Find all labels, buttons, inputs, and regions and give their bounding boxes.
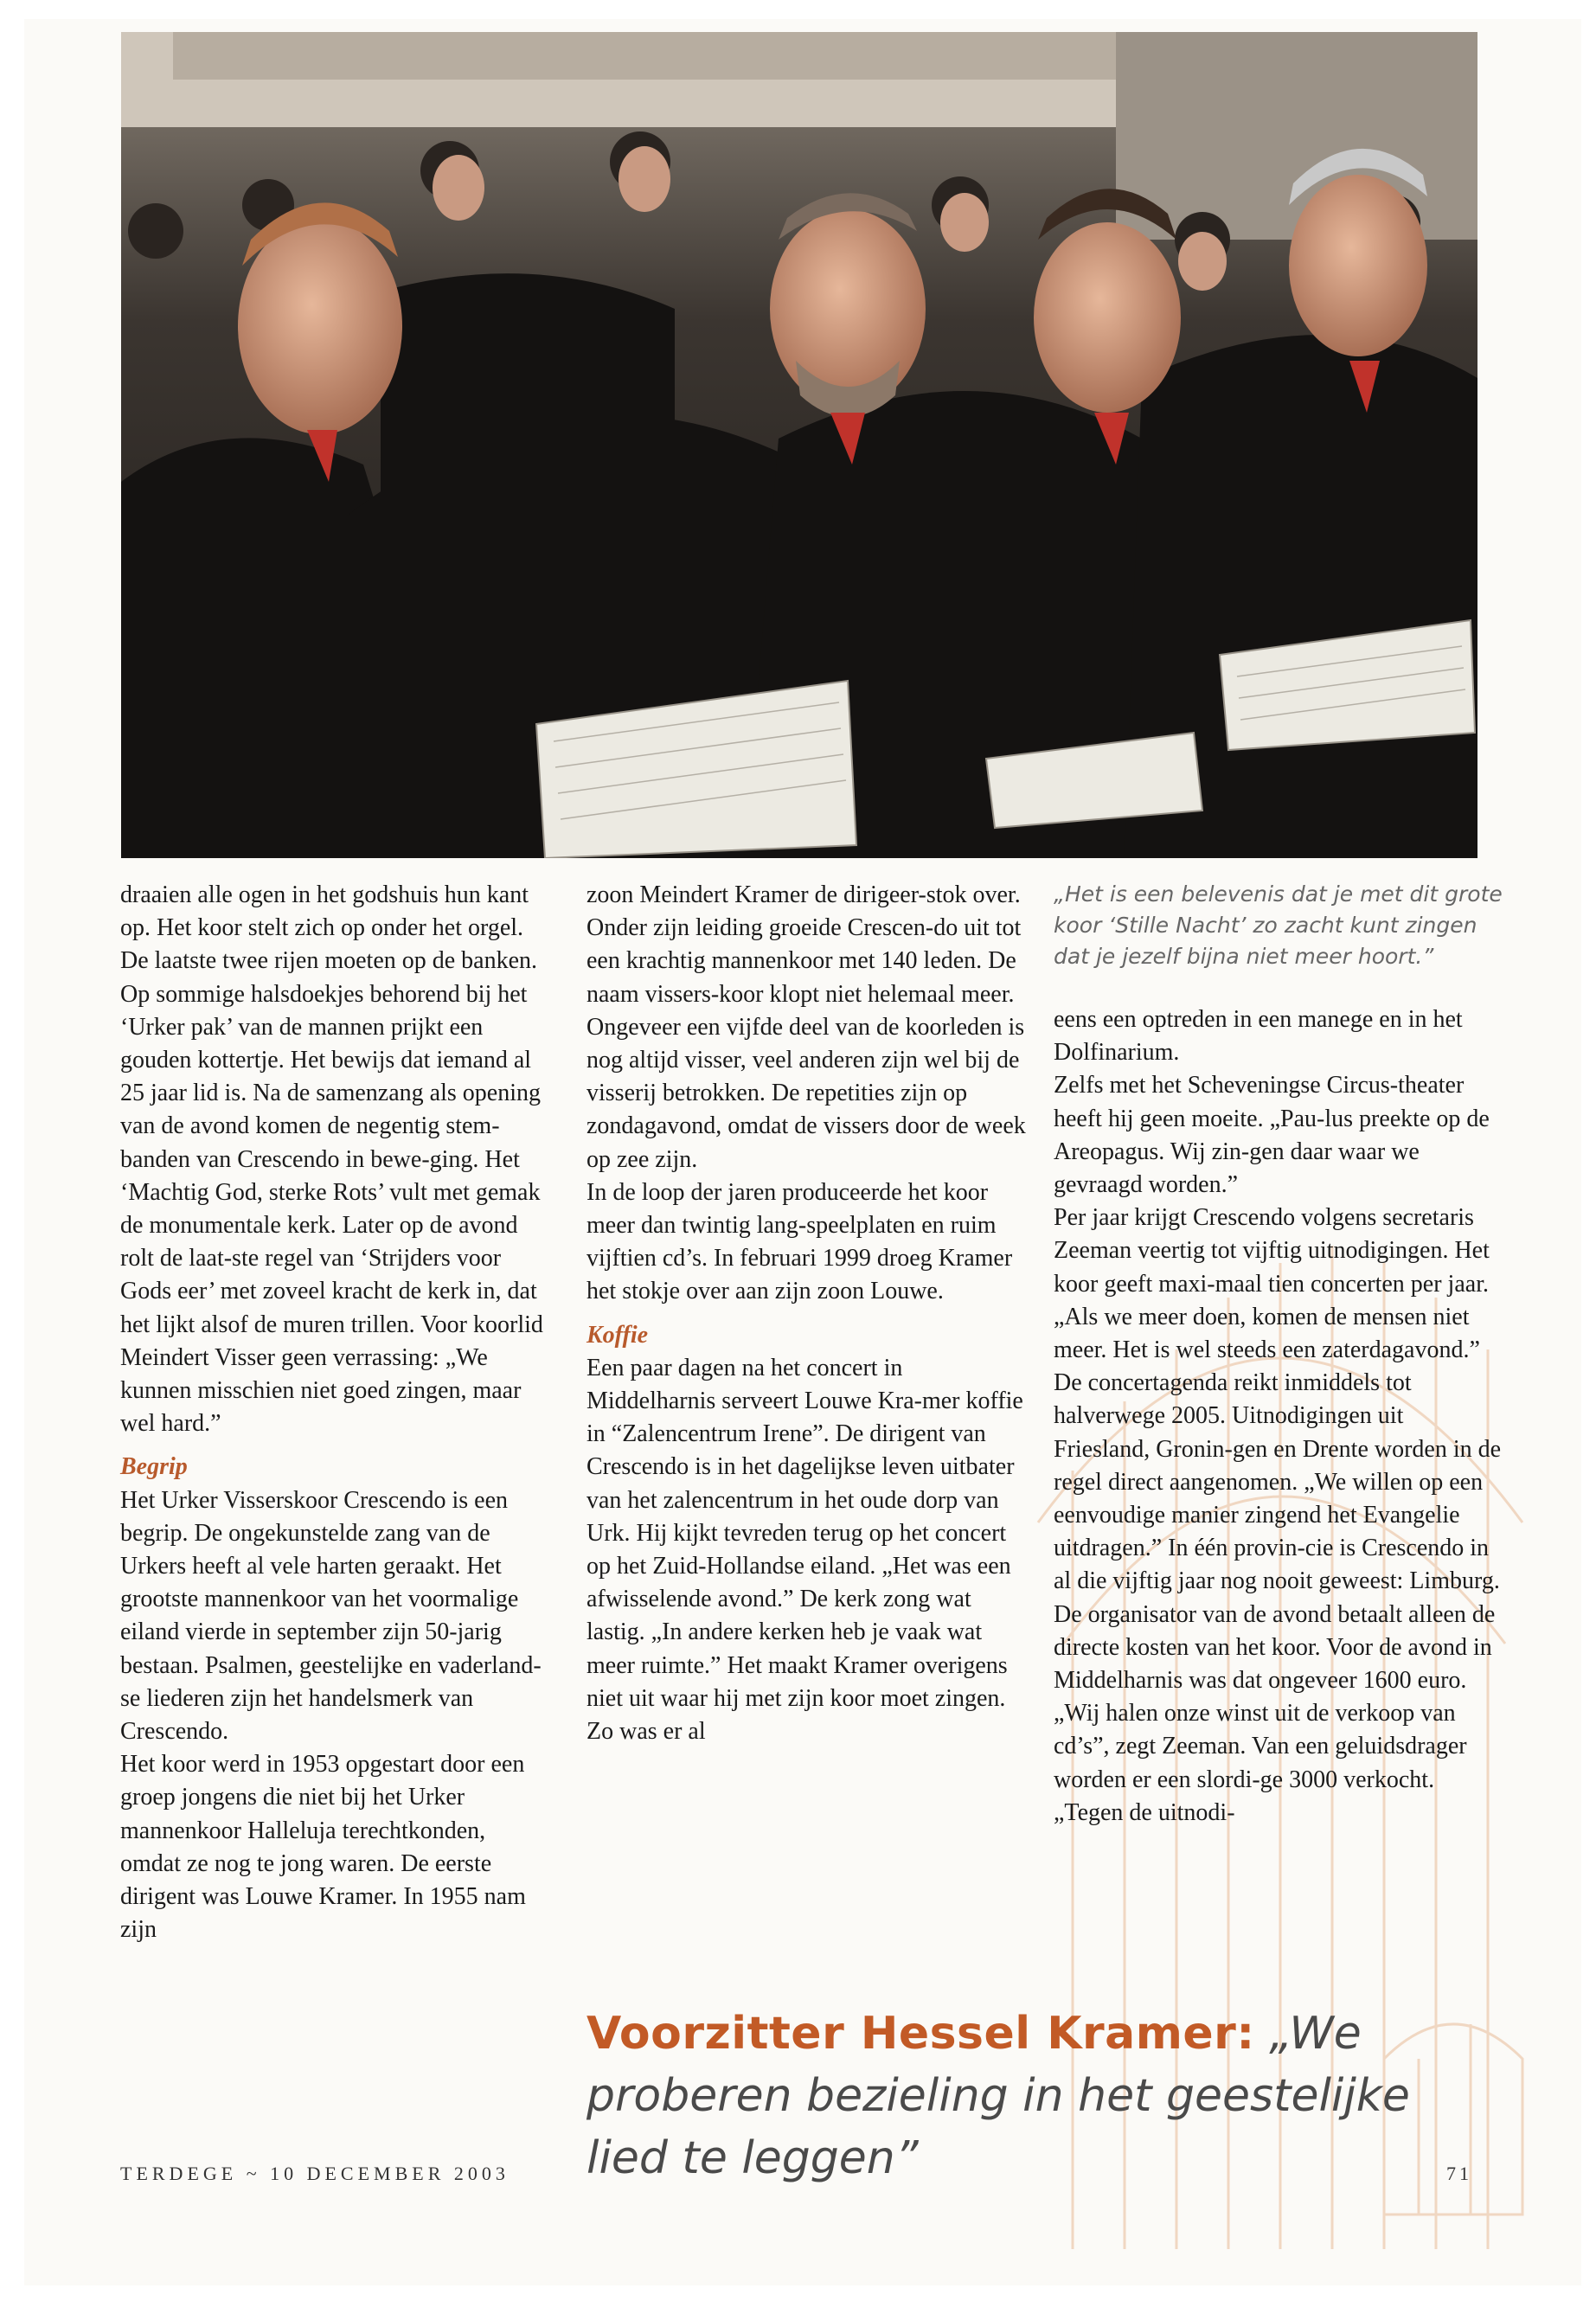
paragraph: Het koor werd in 1953 opgestart door een groep jongens die niet bij het Urker mannenkoor Halleluja terechtkonden, omdat ze nog te jong waren. De eerste dirigent was Louwe Kramer. In 1955 nam zijn xyxy=(120,1751,526,1944)
page-number: 71 xyxy=(1446,2163,1472,2184)
headline-text: „We proberen bezieling in het geestelijke lied te leggen” xyxy=(586,2008,1410,2184)
paragraph: Een paar dagen na het concert in Middelharnis serveert Louwe Kra-mer koffie in “Zalencentrum Irene”. De dirigent van Crescendo is in het dagelijkse leven uitbater van het zalencentrum in het oude dorp van Urk. Hij kijkt tevreden terug op het concert op het Zuid-Hollandse eiland. „Het was een afwisselende avond.” De kerk zong wat lastig. „In andere kerken heb je vaak wat meer ruimte.” Het maakt Kramer overigens niet uit waar hij met zijn koor moet zingen. Zo was er al xyxy=(586,1354,1023,1746)
pull-quote: „Het is een belevenis dat je met dit grote koor ‘Stille Nacht’ zo zacht kunt zingen dat je jezelf bijna niet meer hoort.” xyxy=(1054,881,1503,969)
subheading-begrip: Begrip xyxy=(120,1453,188,1481)
text-column-2 xyxy=(586,879,1028,1748)
paragraph: draaien alle ogen in het godshuis hun kant op. Het koor stelt zich op onder het orgel. De laatste twee rijen moeten op de banken. Op sommige halsdoekjes behorend bij het ‘Urker pak’ van de mannen prijkt een gouden kottertje. Het bewijs dat iemand al 25 jaar lid is. Na de samenzang als opening van de avond komen de negentig stem-banden van Crescendo in bewe-ging. Het ‘Machtig God, sterke Rots’ vult met gemak de monumentale kerk. Later op de avond rolt de laat-ste regel van ‘Strijders voor Gods eer’ met zoveel kracht de kerk in, dat het lijkt alsof de muren trillen. Voor koorlid Meindert Visser geen verrassing: „We kunnen misschien niet goed zingen, maar wel hard.” xyxy=(120,881,543,1438)
paragraph: eens een optreden in een manege en in het Dolfinarium. xyxy=(1054,1006,1463,1067)
paragraph: Het Urker Visserskoor Crescendo is een begrip. De ongekunstelde zang van de Urkers heeft al vele harten geraakt. Het grootste mannenkoor van het voormalige eiland vierde in september zijn 50-jarig bestaan. Psalmen, geestelijke en vaderland-se liederen zijn het handelsmerk van Crescendo. xyxy=(120,1486,542,1746)
text-column-3 xyxy=(1054,879,1503,1830)
subheading-koffie: Koffie xyxy=(586,1321,649,1349)
choir-photo xyxy=(121,32,1477,858)
headline-speaker: Voorzitter Hessel Kramer: xyxy=(586,2008,1255,2060)
paragraph: In de loop der jaren produceerde het koor meer dan twintig lang-speelplaten en ruim vijftien cd’s. In februari 1999 droeg Kramer het stokje over aan zijn zoon Louwe. xyxy=(586,1178,1013,1305)
paragraph: Zelfs met het Scheveningse Circus-theater heeft hij geen moeite. „Pau-lus preekte op de Areopagus. Wij zin-gen daar waar we gevraagd worden.” xyxy=(1054,1072,1490,1199)
headline-quote xyxy=(586,2003,1495,2189)
paragraph: De organisator van de avond betaalt alleen de directe kosten van het koor. Voor de avond in Middelharnis was dat ongeveer 1600 euro. „Wij halen onze winst uit de verkoop van cd’s”, zegt Zeeman. Van een geluidsdrager worden er een slordi-ge 3000 verkocht. „Tegen de uitnodi- xyxy=(1054,1600,1496,1826)
paragraph: Per jaar krijgt Crescendo volgens secretaris Zeeman veertig tot vijftig uitnodigingen. Het koor geeft maxi-maal tien concerten per jaar. „Als we meer doen, komen de mensen niet meer. Het is wel steeds een zaterdagavond.” De concertagenda reikt inmiddels tot halverwege 2005. Uitnodigingen uit Friesland, Gronin-gen en Drente worden in de regel direct aangenomen. „We willen op een eenvoudige manier zingend het Evangelie uitdragen.” In één provin-cie is Crescendo in al die vijftig jaar nog nooit geweest: Limburg. xyxy=(1054,1204,1502,1595)
paragraph: Onder zijn leiding groeide Crescen-do uit tot een krachtig mannenkoor met 140 leden. De naam vissers-koor klopt niet helemaal meer. Ongeveer een vijfde deel van de koorleden is nog altijd visser, veel anderen zijn wel bij de visserij betrokken. De repetities zijn op zondagavond, omdat de vissers door de week op zee zijn. xyxy=(586,914,1026,1173)
choir-photo-icon xyxy=(121,32,1477,858)
text-column-1 xyxy=(120,879,544,1947)
footer-magazine: TERDEGE ~ 10 DECEMBER 2003 xyxy=(120,2163,510,2184)
paragraph: zoon Meindert Kramer de dirigeer-stok over. xyxy=(586,881,1021,908)
